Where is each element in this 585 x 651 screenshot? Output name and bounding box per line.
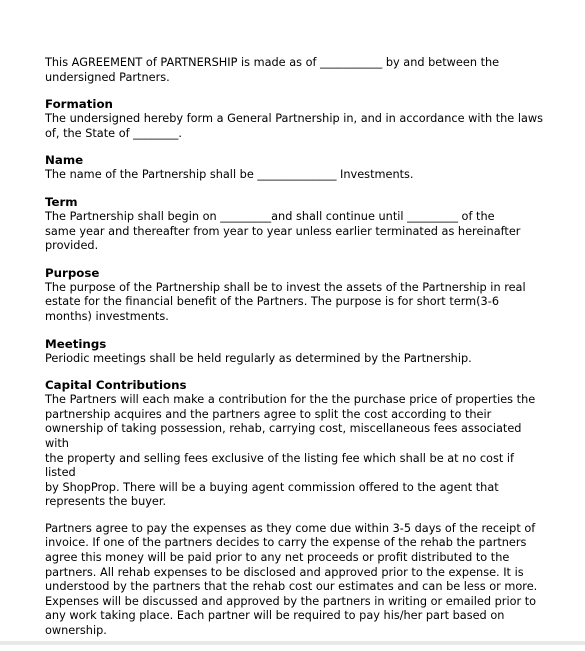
section-formation — [45, 97, 545, 141]
page-bottom-border — [0, 641, 585, 645]
section-term — [45, 195, 545, 254]
section-purpose — [45, 266, 545, 325]
section-paragraph: The name of the Partnership shall be ______________ Investments. — [45, 168, 414, 182]
section-paragraph: Periodic meetings shall be held regularly as determined by the Partnership. — [45, 351, 472, 365]
section-capital-contributions — [45, 378, 545, 639]
section-paragraph: The Partnership shall begin on _________and shall continue until _________ of the same year and thereafter from year to year unless earlier terminated as hereinafter provided. — [45, 209, 521, 253]
section-heading: Purpose — [45, 265, 100, 280]
section-meetings — [45, 337, 545, 367]
section-name — [45, 153, 545, 183]
section-heading: Term — [45, 194, 78, 209]
section-paragraph: The Partners will each make a contribution for the the purchase price of properties the partnership acquires and the partners agree to split the cost according to their ownership of taking possession, rehab, carrying cost, miscellaneous fees associated with the property and selling fees exclusive of the listing fee which shall be at no cost if listed by ShopProp. There will be a buying agent commission offered to the agent that represents the buyer. — [45, 393, 536, 509]
agreement-body — [45, 56, 545, 651]
section-heading: Formation — [45, 97, 113, 112]
section-paragraph: The undersigned hereby form a General Partnership in, and in accordance with the laws of, the State of ________. — [45, 112, 544, 140]
section-paragraph: The purpose of the Partnership shall be to invest the assets of the Partnership in real estate for the financial benefit of the Partners. The purpose is for short term(3-6 months) investments. — [45, 280, 526, 323]
intro-paragraph: This AGREEMENT of PARTNERSHIP is made as of ___________ by and between the undersigned Partners. — [45, 56, 500, 84]
section-heading: Meetings — [45, 336, 107, 351]
section-heading: Capital Contributions — [45, 378, 187, 393]
section-heading: Name — [45, 153, 84, 168]
section-paragraph: Partners agree to pay the expenses as they come due within 3-5 days of the receipt of invoice. If one of the partners decides to carry the expense of the rehab the partners agree this money will be paid prior to any net proceeds or profit distributed to the partners. All rehab expenses to be disclosed and approved prior to the expense. It is understood by the partners that the rehab cost our estimates and can be less or more. Expenses will be discussed and approved by the partners in writing or emailed prior to any work taking place. Each partner will be required to pay his/her part based on ownership. — [45, 521, 538, 638]
